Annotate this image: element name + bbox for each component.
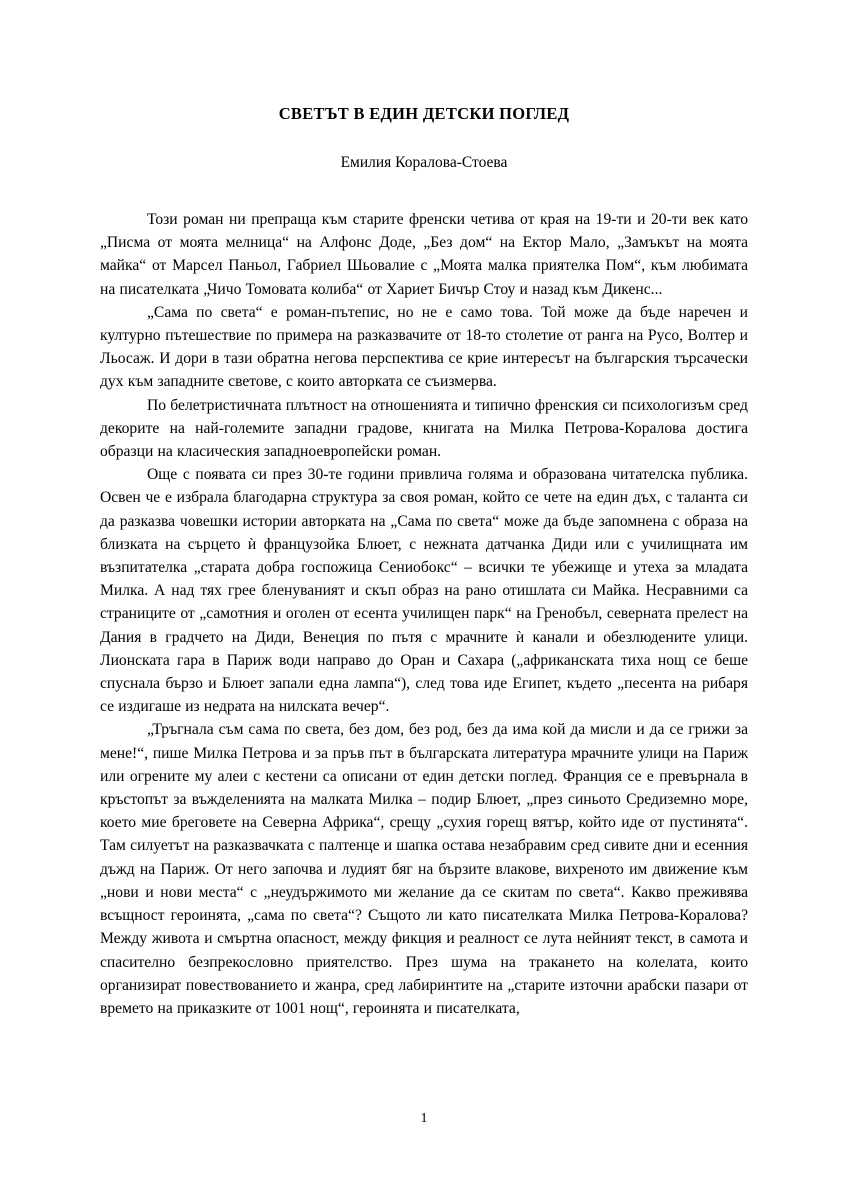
body-text [100,172,748,1020]
author-name: Емилия Коралова-Стоева [340,153,508,171]
paragraph-1: Този роман ни препраща към старите френски четива от края на 19-ти и 20-ти век като „Писма от моята мелница“ на Алфонс Доде, „Без дом“ на Ектор Мало, „Замъкът на моята майка“ от Марсел Паньол, Габриел Шьовалие с „Моята малка приятелка Пом“, към любимата на писателката „Чичо Томовата колиба“ от Хариет Бичър Стоу и назад към Дикенс... [100,211,748,298]
paragraph-2: „Сама по света“ е роман-пътепис, но не е само това. Той може да бъде наречен и културно пътешествие по примера на разказвачите от 18-то столетие от ранга на Русо, Волтер и Льосаж. И дори в тази обратна негова перспектива се крие интересът на българския търсачески дух към западните светове, с които авторката се съизмерва. [100,303,748,391]
page-content [100,0,748,1020]
page-title: СВЕТЪТ В ЕДИН ДЕТСКИ ПОГЛЕД [278,104,570,123]
paragraph-4: Още с появата си през 30-те години привлича голяма и образована читателска публика. Освен че е избрала благодарна структура за своя роман, който се чете на един дъх, с таланта си да разказва човешки истории авторката на „Сама по света“ може да бъде запомнена с образа на близката на сърцето ѝ французойка Блюет, с нежната датчанка Диди или с училищната им възпитателка „старата добра госпожица Сениобокс“ – всички те убежище и утеха за младата Милка. А над тях грее бленуваният и скъп образ на рано отишлата си Майка. Несравними са страниците от „самотния и оголен от есента училищен парк“ на Гренобъл, северната прелест на Дания в градчето на Диди, Венеция по пътя с мрачните ѝ канали и обезлюдените улици. Лионската гара в Париж води направо до Оран и Сахара („африканската тиха нощ се беше спуснала бързо и Блюет запали една лампа“), след това иде Египет, където „песента на рибаря се издигаше из недрата на нилската вечер“. [100,466,748,716]
paragraph-3: По белетристичната плътност на отношенията и типично френския си психологизъм сред декорите на най-големите западни градове, книгата на Милка Петрова-Коралова достига образци на класическия западноевропейски роман. [100,396,748,461]
paragraph-5: „Тръгнала съм сама по света, без дом, без род, без да има кой да мисли и да се грижи за мене!“, пише Милка Петрова и за пръв път в българската литература мрачните улици на Париж или огрените му алеи с кестени са описани от един детски поглед. Франция се е превърнала в кръстопът за въжделенията на малката Милка – подир Блюет, „през синьото Средиземно море, което мие бреговете на Северна Африка“, срещу „сухия горещ вятър, който иде от пустинята“. Там силуетът на разказвачката с палтенце и шапка остава незабравим сред сивите дни и есенния дъжд на Париж. От него започва и лудият бяг на бързите влакове, вихреното им движение към „нови и нови места“ с „неудържимото ми желание да се скитам по света“. Какво преживява всъщност героинята, „сама по света“? Същото ли като писателката Милка Петрова-Коралова? Между живота и смъртна опасност, между фикция и реалност се лута нейният текст, в самота и спасително безпрекословно приятелство. През шума на тракането на колелата, които организират повествованието и жанра, сред лабиринтите на „старите източни арабски пазари от времето на приказките от 1001 нощ“, героинята и писателката, [100,721,748,1017]
page-number: 1 [420,1111,428,1126]
